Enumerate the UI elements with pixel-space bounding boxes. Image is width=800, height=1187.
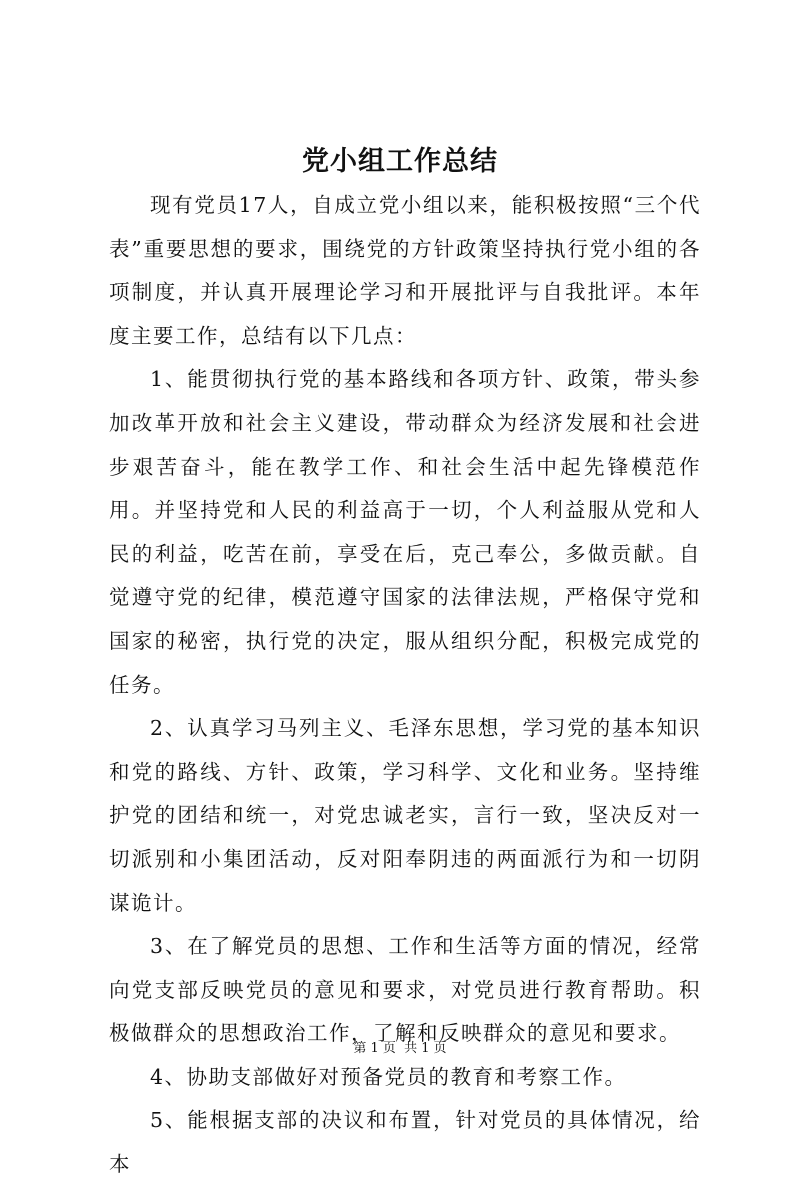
- page-footer: [0, 1040, 800, 1058]
- page-number: 第 1 页: [353, 1041, 396, 1056]
- document-body: [109, 184, 701, 1187]
- paragraph-item-5: 5、能根据支部的决议和布置，针对党员的具体情况，给本: [109, 1108, 701, 1177]
- paragraph-item-2: 2、认真学习马列主义、毛泽东思想，学习党的基本知识和党的路线、方针、政策，学习科学、文化和业务。坚持维护党的团结和统一，对党忠诚老实，言行一致，坚决反对一切派别和小集团活动，反对阳奉阴违的两面派行为和一切阴谋诡计。: [109, 716, 701, 915]
- paragraph-item-1: 1、能贯彻执行党的基本路线和各项方针、政策，带头参加改革开放和社会主义建设，带动群众为经济发展和社会进步艰苦奋斗，能在教学工作、和社会生活中起先锋模范作用。并坚持党和人民的利益高于一切，个人利益服从党和人民的利益，吃苦在前，享受在后，克己奉公，多做贡献。自觉遵守党的纪律，模范遵守国家的法律法规，严格保守党和国家的秘密，执行党的决定，服从组织分配，积极完成党的任务。: [109, 367, 701, 697]
- paragraph-intro: 现有党员17人，自成立党小组以来，能积极按照“三个代表”重要思想的要求，围绕党的方针政策坚持执行党小组的各项制度，并认真开展理论学习和开展批评与自我批评。本年度主要工作，总结有以下几点：: [109, 193, 701, 348]
- document-title: 党小组工作总结: [302, 146, 498, 177]
- page-total: 共 1 页: [404, 1041, 447, 1056]
- paragraph-item-3: 3、在了解党员的思想、工作和生活等方面的情况，经常向党支部反映党员的意见和要求，对党员进行教育帮助。积极做群众的思想政治工作，了解和反映群众的意见和要求。: [109, 934, 701, 1046]
- paragraph-item-4: 4、协助支部做好对预备党员的教育和考察工作。: [150, 1064, 627, 1089]
